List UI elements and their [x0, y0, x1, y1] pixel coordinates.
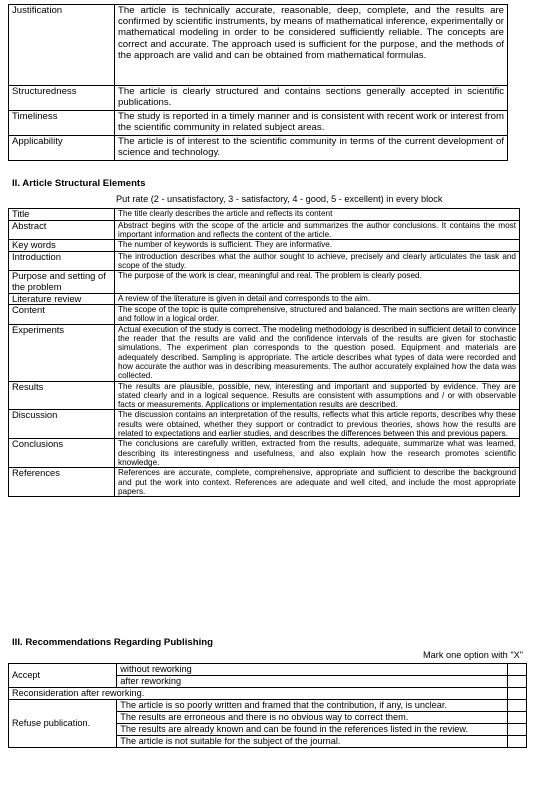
rate-instruction: Put rate (2 - unsatisfactory, 3 - satisfactory, 4 - good, 5 - excellent) in every block: [116, 194, 443, 204]
element-name: Conclusions: [9, 439, 115, 468]
section-heading-recommendations: III. Recommendations Regarding Publishing: [12, 637, 213, 648]
element-criterion: References are accurate, complete, comprehensive, appropriate and sufficient to describe the background and put the work into context. References are adequate and well cited, and include the most appropriate papers.: [115, 468, 520, 497]
element-criterion: Abstract begins with the scope of the article and summarizes the author conclusions. It contains the most important information and reflects the content of the article.: [115, 220, 520, 240]
refuse-option: The results are erroneous and there is no obvious way to correct them.: [117, 712, 507, 724]
structural-row: [9, 324, 520, 381]
option-after-reworking: after reworking: [117, 676, 507, 688]
refuse-label: Refuse publication.: [9, 700, 117, 748]
structural-row: [9, 410, 520, 439]
criteria-text: The article is of interest to the scientific community in terms of the current development of science and technology.: [115, 136, 508, 161]
structural-row: [9, 240, 520, 252]
element-criterion: A review of the literature is given in detail and corresponds to the aim.: [115, 293, 520, 305]
element-criterion: The introduction describes what the author sought to achieve, precisely and clearly articulates the task and scope of the study.: [115, 251, 520, 271]
criteria-text: The article is clearly structured and contains sections generally accepted in scientific publications.: [115, 86, 508, 111]
element-name: Results: [9, 381, 115, 410]
structural-row: [9, 293, 520, 305]
element-name: Content: [9, 305, 115, 325]
accept-row: [9, 664, 527, 676]
criteria-name: Justification: [9, 5, 115, 86]
criteria-row-applicability: [9, 136, 508, 161]
refuse-option: The results are already known and can be found in the references listed in the review.: [117, 724, 507, 736]
structural-row: [9, 439, 520, 468]
element-criterion: The title clearly describes the article and reflects its content: [115, 209, 520, 221]
element-criterion: The scope of the topic is quite comprehensive, structured and balanced. The main sections are written clearly and follow in a logical order.: [115, 305, 520, 325]
criteria-row-timeliness: [9, 111, 508, 136]
criteria-table: [8, 4, 508, 161]
criteria-text: The article is technically accurate, reasonable, deep, complete, and the results are confirmed by scientific instruments, by means of mathematical inference, experimentally or mathematical modeling in order to be considered sufficiently reliable. The concepts are correct and accurate. The approach used is sufficient for the purpose, and the methods of the approach are valid and can be obtained from mathematical formulas.: [115, 5, 508, 86]
structural-row: [9, 271, 520, 293]
element-name: Introduction: [9, 251, 115, 271]
element-name: Key words: [9, 240, 115, 252]
section-heading-structural: II. Article Structural Elements: [12, 178, 146, 189]
element-name: Title: [9, 209, 115, 221]
element-name: Abstract: [9, 220, 115, 240]
mark-box[interactable]: [507, 700, 526, 712]
criteria-row-justification: [9, 5, 508, 86]
refuse-option: The article is so poorly written and framed that the contribution, if any, is unclear.: [117, 700, 507, 712]
structural-elements-table: [8, 208, 520, 497]
recommendations-table: [8, 663, 527, 748]
element-criterion: The conclusions are carefully written, extracted from the results, adequate, summarize what was learned, describing its interestingness and usefulness, and also explain how the research promotes scientific knowledge.: [115, 439, 520, 468]
element-name: Experiments: [9, 324, 115, 381]
element-criterion: The results are plausible, possible, new, interesting and important and supported by evidence. They are stated clearly and in a logical sequence. Results are consistent with assumptions and / or with observable facts or measurements. Applications or implementation results are described.: [115, 381, 520, 410]
structural-row: [9, 468, 520, 497]
element-criterion: Actual execution of the study is correct. The modeling methodology is described in sufficient detail to convince the reader that the results are valid and the confidence intervals of the results are given for stochastic simulations. The experiment plan corresponds to the question posed. Equipment and materials are adequately described. Sampling is appropriate. The article describes what types of data were recorded and how accurate the author was in describing measurements. The author accurately explained how the data was collected.: [115, 324, 520, 381]
criteria-text: The study is reported in a timely manner and is consistent with recent work or interest from the scientific community in related subject areas.: [115, 111, 508, 136]
element-name: Purpose and setting of the problem: [9, 271, 115, 293]
element-name: References: [9, 468, 115, 497]
accept-label: Accept: [9, 664, 117, 688]
criteria-name: Applicability: [9, 136, 115, 161]
refuse-option: The article is not suitable for the subject of the journal.: [117, 736, 507, 748]
mark-box[interactable]: [507, 688, 526, 700]
criteria-name: Structuredness: [9, 86, 115, 111]
structural-row: [9, 381, 520, 410]
structural-row: [9, 251, 520, 271]
element-criterion: The purpose of the work is clear, meaningful and real. The problem is clearly posed.: [115, 271, 520, 293]
option-without-reworking: without reworking: [117, 664, 507, 676]
element-criterion: The discussion contains an interpretation of the results, reflects what this article reports, describes why these results were obtained, whether they support or contradict to previous theories, shows how the results are related to expectations and earlier studies, and describes the differences between this and previous papers.: [115, 410, 520, 439]
structural-row: [9, 305, 520, 325]
reconsider-row: [9, 688, 527, 700]
criteria-row-structuredness: [9, 86, 508, 111]
structural-row: [9, 209, 520, 221]
mark-box[interactable]: [507, 712, 526, 724]
mark-box[interactable]: [507, 676, 526, 688]
structural-row: [9, 220, 520, 240]
element-name: Discussion: [9, 410, 115, 439]
mark-box[interactable]: [507, 736, 526, 748]
element-criterion: The number of keywords is sufficient. They are informative.: [115, 240, 520, 252]
criteria-name: Timeliness: [9, 111, 115, 136]
mark-box[interactable]: [507, 664, 526, 676]
refuse-row: [9, 700, 527, 712]
element-name: Literature review: [9, 293, 115, 305]
mark-instruction: Mark one option with "X": [423, 650, 523, 660]
reconsider-label: Reconsideration after reworking.: [9, 688, 508, 700]
mark-box[interactable]: [507, 724, 526, 736]
